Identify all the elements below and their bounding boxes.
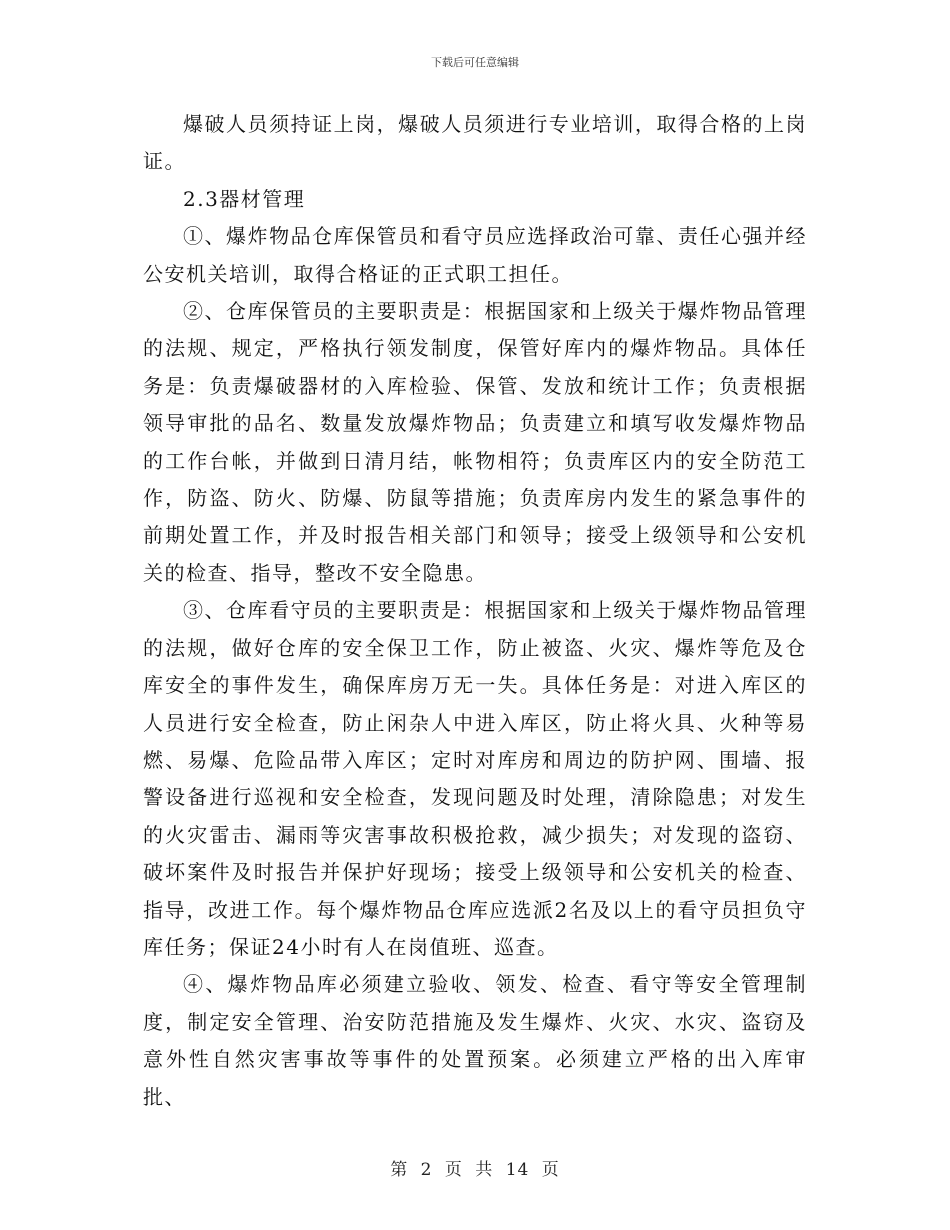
paragraph-certification: 爆破人员须持证上岗，爆破人员须进行专业培训，取得合格的上岗证。	[143, 112, 807, 174]
paragraph-item-2: ②、仓库保管员的主要职责是：根据国家和上级关于爆炸物品管理的法规、规定，严格执行领发制度，保管好库内的爆炸物品。具体任务是：负责爆破器材的入库检验、保管、发放和统计工作；负责根据领导审批的品名、数量发放爆炸物品；负责建立和填写收发爆炸物品的工作台帐，并做到日清月结，帐物相符；负责库区内的安全防范工作，防盗、防火、防爆、防鼠等措施；负责库房内发生的紧急事件的前期处置工作，并及时报告相关部门和领导；接受上级领导和公安机关的检查、指导，整改不安全隐患。	[143, 299, 807, 585]
paragraph-item-4: ④、爆炸物品库必须建立验收、领发、检查、看守等安全管理制度，制定安全管理、治安防范措施及发生爆炸、火灾、水灾、盗窃及意外性自然灾害事故等事件的处置预案。必须建立严格的出入库审批、	[143, 972, 807, 1109]
page-header: 下载后可任意编辑	[431, 56, 519, 69]
paragraph-item-3: ③、仓库看守员的主要职责是：根据国家和上级关于爆炸物品管理的法规，做好仓库的安全保卫工作，防止被盗、火灾、爆炸等危及仓库安全的事件发生，确保库房万无一失。具体任务是：对进入库区的人员进行安全检查，防止闲杂人中进入库区，防止将火具、火种等易燃、易爆、危险品带入库区；定时对库房和周边的防护网、围墙、报警设备进行巡视和安全检查，发现问题及时处理，清除隐患；对发生的火灾雷击、漏雨等灾害事故积极抢救，减少损失；对发现的盗窃、破坏案件及时报告并保护好现场；接受上级领导和公安机关的检查、指导，改进工作。每个爆炸物品仓库应选派2名及以上的看守员担负守库任务；保证24小时有人在岗值班、巡查。	[143, 598, 807, 959]
paragraph-item-1: ①、爆炸物品仓库保管员和看守员应选择政治可靠、责任心强并经公安机关培训，取得合格证的正式职工担任。	[143, 224, 807, 286]
page-number-footer: 第 2 页 共 14 页	[390, 1160, 560, 1180]
section-heading-equipment-management: 2.3器材管理	[183, 186, 306, 211]
document-body	[143, 106, 807, 1116]
